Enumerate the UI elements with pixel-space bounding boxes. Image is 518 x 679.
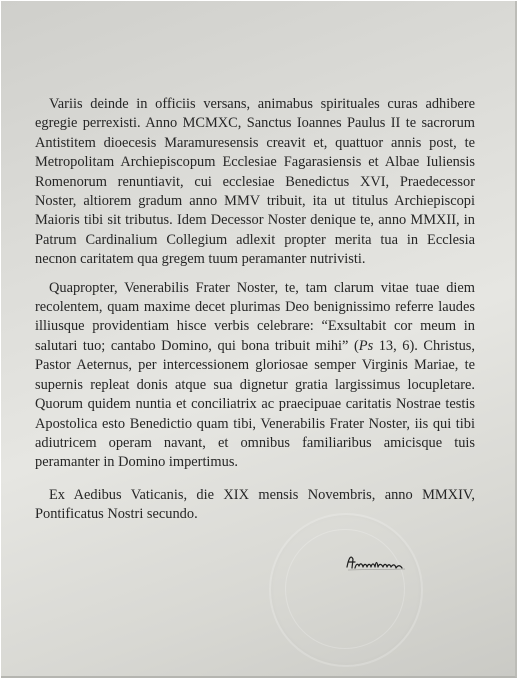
paragraph-3-dateline: Ex Aedibus Vaticanis, die XIX mensis Novembris, anno MMXIV, Pontificatus Nostri secundo.	[35, 486, 475, 523]
embossed-seal-ring	[285, 529, 405, 649]
psalm-reference: Ps	[358, 337, 374, 354]
document-photo	[1, 1, 517, 678]
paragraph-2-text-a: Quapropter, Venerabilis Frater Noster, te, tam clarum vitae tuae diem recolentem, quam maxime decet plurimas Deo benignissimo referre laudes illiusque providentiam hisce verbis celebrare: “Exsultabit cor meum in salutari tuo; cantabo Domino, qui bona tribuit mihi” (	[35, 279, 475, 354]
letter-body	[35, 95, 475, 525]
paragraph-2-text-b: 13, 6). Christus, Pastor Aeternus, per intercessionem gloriosae semper Virginis Mariae, te supernis repleat donis atque sua dignetur gratia largissimus locupletare. Quorum quidem nuntia et conciliatrix ac praecipuae caritatis Nostrae testis Apostolica esto Benedictio quam tibi, Venerabilis Frater Noster, iis qui tibi adiutricem operam navant, et omnibus familiaribus amicisque tuis peramanter in Domino impertimus.	[35, 337, 475, 471]
paragraph-1: Variis deinde in officiis versans, animabus spirituales curas adhibere egregie perrexisti. Anno MCMXC, Sanctus Ioannes Paulus II te sacrorum Antistitem dioecesis Maramuresensis creavit et, quattuor annis post, te Metropolitam Archiepiscopum Ecclesiae Fagarasiensis et Albae Iuliensis Romenorum renuntiavit, cui ecclesiae Benedictus XVI, Praedecessor Noster, altiorem gradum anno MMV tribuit, ita ut titulus Archiepiscopi Maioris tibi sit tributus. Idem Decessor Noster denique te, anno MMXII, in Patrum Cardinalium Collegium adlexit propter merita tua in Ecclesia necnon caritatem qua gregem tuum peramanter nutrivisti.	[35, 96, 475, 268]
paragraph-2	[35, 279, 475, 473]
signature-image	[345, 553, 411, 573]
embossed-seal	[269, 513, 423, 667]
